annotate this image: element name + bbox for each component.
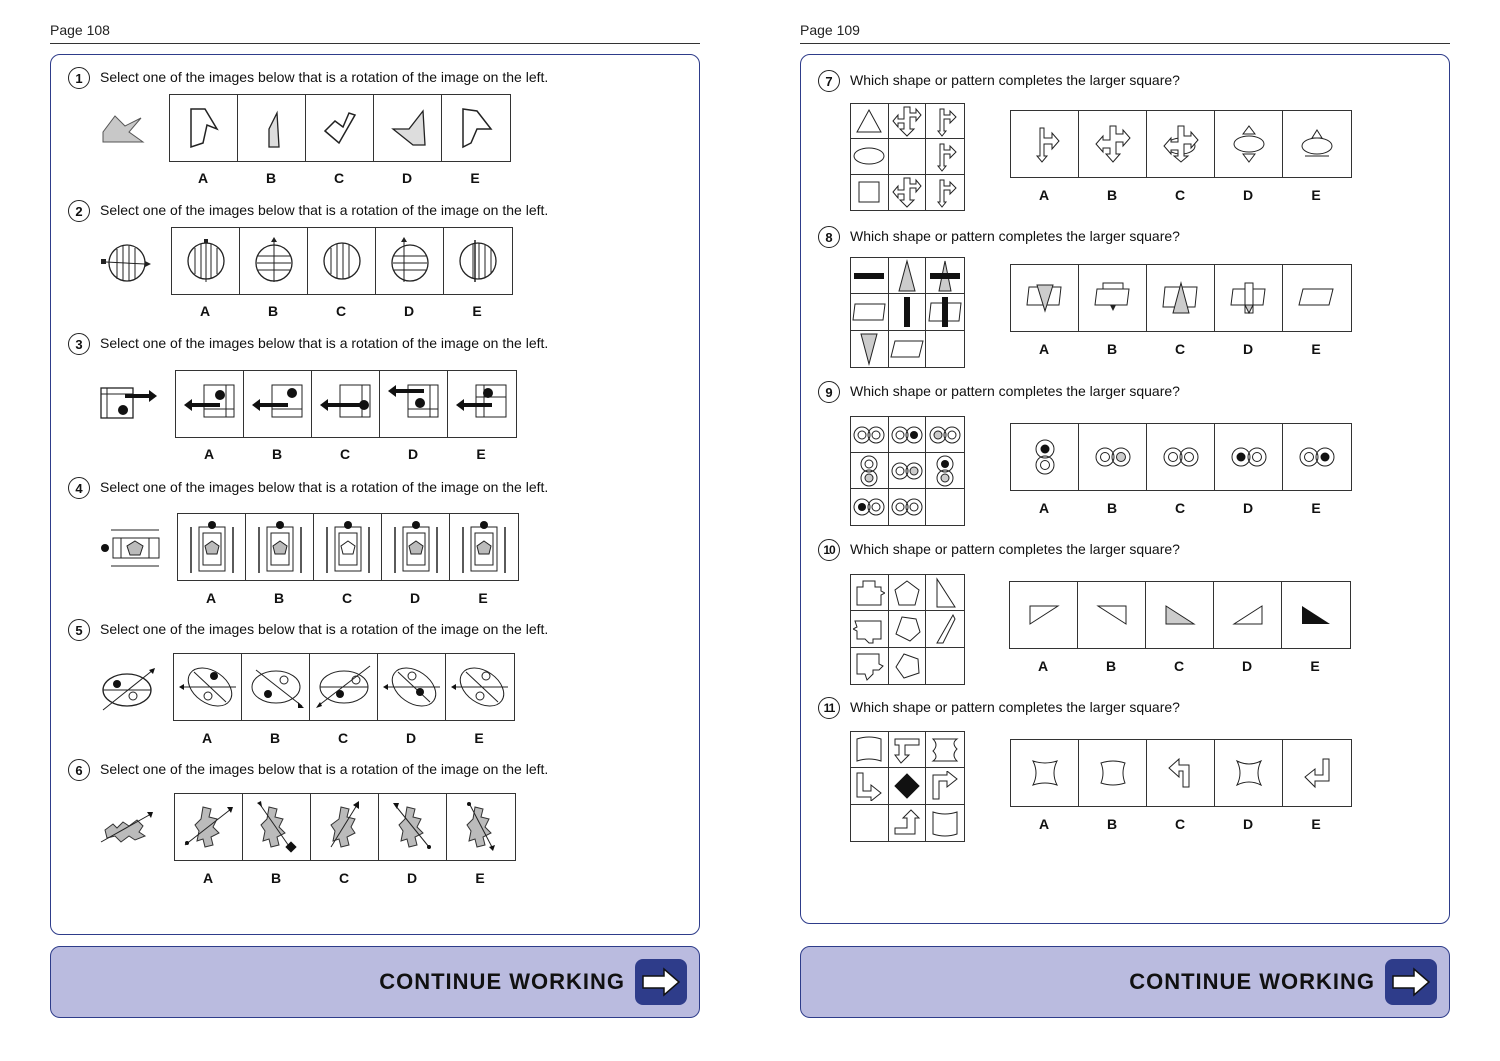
letter-e: E: [1311, 187, 1321, 203]
question-number: 1: [68, 67, 90, 89]
answer-options: [1009, 581, 1351, 649]
option-d[interactable]: [382, 514, 450, 580]
letter-d: D: [403, 303, 415, 319]
question-text: Which shape or pattern completes the larger square?: [850, 541, 1180, 557]
option-b[interactable]: [1078, 582, 1146, 648]
option-e[interactable]: [448, 371, 516, 437]
option-b[interactable]: [1079, 740, 1147, 806]
pattern-grid: [850, 257, 965, 368]
option-d[interactable]: [376, 228, 444, 294]
option-e[interactable]: [450, 514, 518, 580]
letter-d: D: [1242, 187, 1254, 203]
question-number: 9: [818, 381, 840, 403]
page-number: Page 109: [800, 22, 860, 38]
option-letters: [1010, 500, 1350, 516]
question-text: Select one of the images below that is a rotation of the image on the left.: [100, 335, 549, 351]
letter-b: B: [1106, 500, 1118, 516]
questions-panel: [800, 54, 1450, 924]
pattern-grid: [850, 103, 965, 211]
option-d[interactable]: [1215, 424, 1283, 490]
letter-a: A: [1038, 816, 1050, 832]
letter-e: E: [1310, 658, 1320, 674]
question-number: 7: [818, 70, 840, 92]
question-text: Which shape or pattern completes the larger square?: [850, 699, 1180, 715]
question-text: Select one of the images below that is a rotation of the image on the left.: [100, 69, 549, 85]
question-text: Which shape or pattern completes the larger square?: [850, 72, 1180, 88]
letter-b: B: [1105, 658, 1117, 674]
option-e[interactable]: [1283, 740, 1351, 806]
page-number: Page 108: [50, 22, 110, 38]
letter-c: C: [1174, 187, 1186, 203]
option-b[interactable]: [246, 514, 314, 580]
option-c[interactable]: [1147, 740, 1215, 806]
letter-d: D: [405, 730, 417, 746]
answer-options: [1010, 423, 1352, 491]
option-d[interactable]: [1215, 265, 1283, 331]
header-rule: [50, 43, 700, 44]
reference-figure: [99, 666, 157, 712]
option-b[interactable]: [242, 654, 310, 720]
option-letters: [175, 446, 515, 462]
question-number: 11: [818, 697, 840, 719]
empty-cell: [851, 805, 889, 841]
option-c[interactable]: [306, 95, 374, 161]
header-rule: [800, 43, 1450, 44]
option-b[interactable]: [1079, 111, 1147, 177]
option-b[interactable]: [240, 228, 308, 294]
letter-d: D: [406, 870, 418, 886]
letter-d: D: [1242, 500, 1254, 516]
continue-working-banner: [50, 946, 700, 1018]
option-c[interactable]: [312, 371, 380, 437]
option-e[interactable]: [446, 654, 514, 720]
option-a[interactable]: [1011, 111, 1079, 177]
letter-e: E: [1311, 500, 1321, 516]
letter-d: D: [1242, 341, 1254, 357]
reference-figure: [99, 384, 159, 424]
option-b[interactable]: [1079, 424, 1147, 490]
option-c[interactable]: [314, 514, 382, 580]
letter-b: B: [273, 590, 285, 606]
option-a[interactable]: [1011, 265, 1079, 331]
question-text: Select one of the images below that is a rotation of the image on the left.: [100, 621, 549, 637]
option-a[interactable]: [176, 371, 244, 437]
option-c[interactable]: [1146, 582, 1214, 648]
answer-options: [1010, 110, 1352, 178]
answer-options: [175, 370, 517, 438]
letter-c: C: [338, 870, 350, 886]
option-e[interactable]: [1283, 265, 1351, 331]
option-e[interactable]: [447, 794, 515, 860]
letter-a: A: [205, 590, 217, 606]
letter-b: B: [269, 730, 281, 746]
letter-b: B: [270, 870, 282, 886]
option-letters: [1010, 816, 1350, 832]
question-text: Select one of the images below that is a rotation of the image on the left.: [100, 202, 549, 218]
letter-b: B: [1106, 187, 1118, 203]
letter-e: E: [1311, 816, 1321, 832]
letter-e: E: [478, 590, 488, 606]
option-b[interactable]: [244, 371, 312, 437]
option-d[interactable]: [1215, 111, 1283, 177]
question-number: 6: [68, 759, 90, 781]
letter-b: B: [271, 446, 283, 462]
option-letters: [1010, 341, 1350, 357]
letter-a: A: [1037, 658, 1049, 674]
option-a[interactable]: [1011, 740, 1079, 806]
reference-figure: [99, 239, 151, 287]
letter-a: A: [202, 870, 214, 886]
letter-d: D: [1241, 658, 1253, 674]
option-letters: [173, 730, 513, 746]
letter-e: E: [470, 170, 480, 186]
question-text: Which shape or pattern completes the larger square?: [850, 383, 1180, 399]
letter-e: E: [474, 730, 484, 746]
continue-label: CONTINUE WORKING: [1129, 969, 1375, 994]
empty-cell: [926, 648, 964, 684]
letter-c: C: [1174, 816, 1186, 832]
question-number: 4: [68, 477, 90, 499]
option-letters: [1010, 187, 1350, 203]
option-d[interactable]: [380, 371, 448, 437]
option-a[interactable]: [172, 228, 240, 294]
letter-e: E: [475, 870, 485, 886]
answer-options: [177, 513, 519, 581]
answer-options: [174, 793, 516, 861]
option-a[interactable]: [1011, 424, 1079, 490]
question-text: Select one of the images below that is a rotation of the image on the left.: [100, 761, 549, 777]
option-d[interactable]: [379, 794, 447, 860]
letter-d: D: [401, 170, 413, 186]
option-letters: [171, 303, 511, 319]
letter-c: C: [335, 303, 347, 319]
option-a[interactable]: [170, 95, 238, 161]
answer-options: [173, 653, 515, 721]
option-e[interactable]: [1283, 111, 1351, 177]
option-c[interactable]: [1147, 424, 1215, 490]
question-number: 5: [68, 619, 90, 641]
letter-e: E: [1311, 341, 1321, 357]
question-text: Which shape or pattern completes the larger square?: [850, 228, 1180, 244]
question-number: 10: [818, 539, 840, 561]
option-b[interactable]: [238, 95, 306, 161]
option-e[interactable]: [1283, 424, 1351, 490]
continue-label: CONTINUE WORKING: [379, 969, 625, 994]
page-108: [50, 0, 700, 1061]
option-d[interactable]: [378, 654, 446, 720]
page-109: [800, 0, 1450, 1061]
letter-a: A: [1038, 187, 1050, 203]
option-e[interactable]: [442, 95, 510, 161]
right-arrow-icon: [635, 959, 687, 1005]
option-c[interactable]: [1147, 265, 1215, 331]
answer-options: [1010, 739, 1352, 807]
option-b[interactable]: [1079, 265, 1147, 331]
letter-d: D: [407, 446, 419, 462]
option-a[interactable]: [178, 514, 246, 580]
letter-d: D: [409, 590, 421, 606]
option-a[interactable]: [175, 794, 243, 860]
letter-e: E: [476, 446, 486, 462]
letter-a: A: [201, 730, 213, 746]
option-d[interactable]: [1214, 582, 1282, 648]
questions-panel: [50, 54, 700, 935]
option-letters: [174, 870, 514, 886]
question-number: 3: [68, 333, 90, 355]
option-letters: [1009, 658, 1349, 674]
letter-b: B: [267, 303, 279, 319]
letter-b: B: [1106, 341, 1118, 357]
letter-d: D: [1242, 816, 1254, 832]
answer-options: [1010, 264, 1352, 332]
answer-options: [171, 227, 513, 295]
option-c[interactable]: [311, 794, 379, 860]
option-b[interactable]: [243, 794, 311, 860]
letter-c: C: [1174, 500, 1186, 516]
option-d[interactable]: [374, 95, 442, 161]
letter-c: C: [341, 590, 353, 606]
letter-a: A: [1038, 341, 1050, 357]
letter-b: B: [265, 170, 277, 186]
option-letters: [177, 590, 517, 606]
option-letters: [169, 170, 509, 186]
letter-c: C: [337, 730, 349, 746]
empty-cell: [889, 139, 927, 174]
option-c[interactable]: [310, 654, 378, 720]
pattern-grid: [850, 416, 965, 526]
letter-c: C: [333, 170, 345, 186]
reference-figure: [99, 526, 161, 570]
letter-a: A: [199, 303, 211, 319]
letter-a: A: [203, 446, 215, 462]
option-c[interactable]: [308, 228, 376, 294]
empty-cell: [926, 489, 964, 525]
right-arrow-icon: [1385, 959, 1437, 1005]
reference-figure: [99, 110, 145, 150]
letter-a: A: [197, 170, 209, 186]
option-a[interactable]: [174, 654, 242, 720]
answer-options: [169, 94, 511, 162]
empty-cell: [926, 331, 964, 367]
letter-c: C: [1174, 341, 1186, 357]
letter-a: A: [1038, 500, 1050, 516]
letter-b: B: [1106, 816, 1118, 832]
reference-figure: [99, 808, 155, 848]
question-number: 2: [68, 200, 90, 222]
option-e[interactable]: [1282, 582, 1350, 648]
letter-c: C: [339, 446, 351, 462]
question-number: 8: [818, 226, 840, 248]
letter-c: C: [1173, 658, 1185, 674]
pattern-grid: [850, 731, 965, 842]
letter-e: E: [472, 303, 482, 319]
option-e[interactable]: [444, 228, 512, 294]
question-text: Select one of the images below that is a rotation of the image on the left.: [100, 479, 549, 495]
pattern-grid: [850, 574, 965, 685]
option-a[interactable]: [1010, 582, 1078, 648]
option-c[interactable]: [1147, 111, 1215, 177]
continue-working-banner: [800, 946, 1450, 1018]
option-d[interactable]: [1215, 740, 1283, 806]
